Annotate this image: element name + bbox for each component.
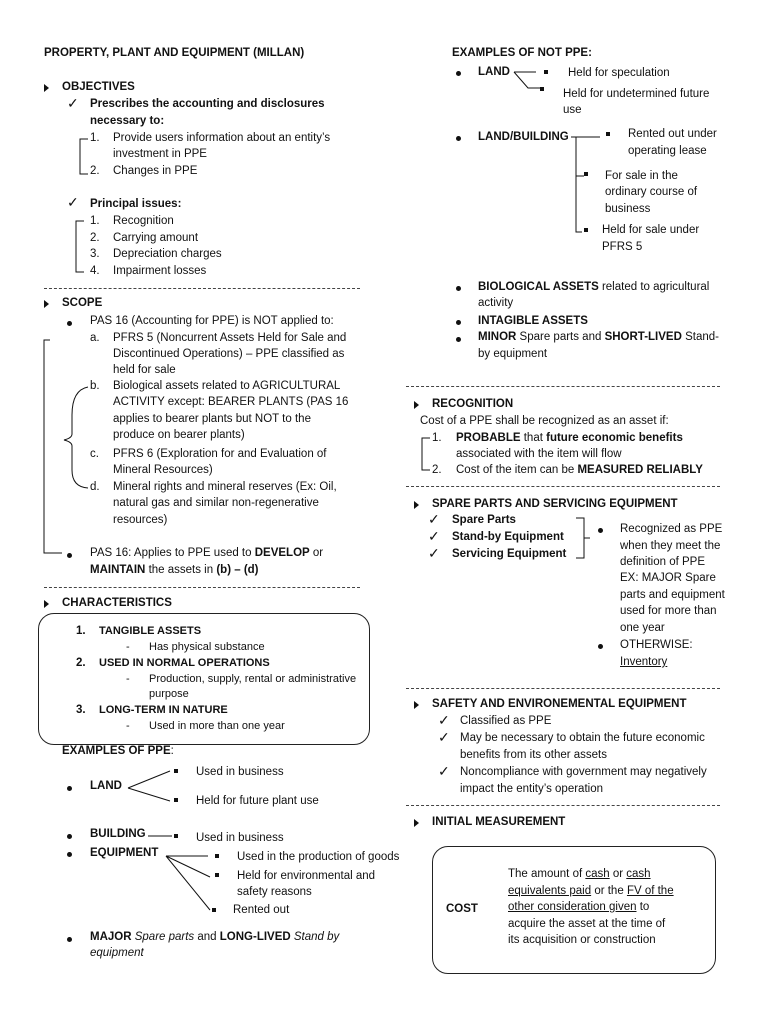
bullet-icon: [456, 71, 461, 76]
scope-bullet2-line2: MAINTAIN the assets in (b) – (d): [90, 564, 259, 576]
char-sub: purpose: [149, 688, 189, 700]
notppe-bio-line2: activity: [478, 297, 514, 309]
principal-item: Carrying amount: [113, 232, 199, 244]
scope-item-c-line: PFRS 6 (Exploration for and Evaluation of: [113, 448, 327, 460]
page-title: PROPERTY, PLANT AND EQUIPMENT (MILLAN): [44, 47, 305, 59]
dash-icon: -: [126, 673, 130, 685]
bullet-icon: [67, 937, 72, 942]
spare-desc: one year: [620, 622, 665, 634]
scope-item-num: b.: [90, 380, 100, 392]
char-sub: Has physical substance: [149, 641, 265, 653]
spare-check-item: Spare Parts: [452, 514, 516, 526]
dash-icon: -: [126, 720, 130, 732]
notppe-lb-item: Held for sale under: [602, 224, 700, 236]
square-bullet-icon: [544, 70, 548, 74]
divider: [406, 386, 720, 387]
safety-item: May be necessary to obtain the future economic: [460, 732, 705, 744]
notppe-minor-line2: by equipment: [478, 348, 548, 360]
section-arrow-icon: [44, 300, 49, 308]
spare-desc: when they meet the: [620, 540, 721, 552]
safety-item: Noncompliance with government may negatively: [460, 766, 707, 778]
square-bullet-icon: [215, 854, 219, 858]
principal-num: 3.: [90, 248, 100, 260]
examples-ppe-heading: EXAMPLES OF PPE:: [62, 745, 174, 757]
notppe-lb-item: PFRS 5: [602, 241, 643, 253]
square-bullet-icon: [174, 798, 178, 802]
objectives-check1-line2: necessary to:: [90, 115, 165, 127]
notppe-lb-item: operating lease: [628, 145, 707, 157]
principal-num: 1.: [90, 215, 100, 227]
notppe-land-connector: [514, 72, 540, 88]
scope-item-b-line: ACTIVITY except: BEARER PLANTS (PAS 16: [113, 396, 349, 408]
square-bullet-icon: [584, 172, 588, 176]
spare-brace: [576, 518, 590, 558]
square-bullet-icon: [212, 908, 216, 912]
notppe-lb-item: ordinary course of: [605, 186, 698, 198]
recognition-intro: Cost of a PPE shall be recognized as an asset if:: [420, 415, 669, 427]
notppe-land-item: use: [563, 104, 582, 116]
spare-inventory: Inventory: [620, 656, 668, 668]
spare-otherwise: OTHERWISE:: [620, 639, 693, 651]
equipment-connector: [166, 856, 210, 910]
cost-line4: acquire the asset at the time of: [508, 918, 666, 930]
check-icon: ✓: [67, 95, 79, 111]
ppe-building-label: BUILDING: [90, 828, 146, 840]
notppe-lb-item: For sale in the: [605, 170, 678, 182]
recognition-num: 2.: [432, 464, 442, 476]
objectives-item1-line2: investment in PPE: [113, 148, 207, 160]
check-icon: ✓: [428, 511, 440, 527]
check-icon: ✓: [438, 712, 450, 728]
scope-item-b-line: Biological assets related to AGRICULTURAL: [113, 380, 341, 392]
spare-desc: used for more than: [620, 605, 717, 617]
bracket-principal: [76, 221, 84, 272]
objectives-item2-line1: Changes in PPE: [113, 165, 198, 177]
principal-num: 4.: [90, 265, 100, 277]
ppe-equipment-item: Used in the production of goods: [237, 851, 400, 863]
check-icon: ✓: [428, 528, 440, 544]
divider: [406, 486, 720, 487]
scope-item-num: c.: [90, 448, 99, 460]
objectives-heading: OBJECTIVES: [62, 81, 135, 93]
bracket-objectives: [80, 139, 88, 174]
divider: [44, 288, 360, 289]
ppe-land-label: LAND: [90, 780, 122, 792]
spare-desc: parts and equipment: [620, 589, 725, 601]
cost-line2: equivalents paid or the FV of the: [508, 885, 674, 897]
ppe-major-line1: MAJOR Spare parts and LONG-LIVED Stand by: [90, 931, 340, 943]
scope-item-num: a.: [90, 332, 100, 344]
notppe-lb-item: business: [605, 203, 651, 215]
recognition-item1-line1: PROBABLE that future economic benefits: [456, 432, 683, 444]
notppe-land-item: Held for speculation: [568, 67, 670, 79]
recognition-num: 1.: [432, 432, 442, 444]
check-icon: ✓: [438, 729, 450, 745]
scope-item-d-line: natural gas and similar non-regenerative: [113, 497, 319, 509]
scope-item-b-line: applies to bearer plants but NOT to the: [113, 413, 311, 425]
principal-item: Depreciation charges: [113, 248, 222, 260]
principal-item: Impairment losses: [113, 265, 207, 277]
recognition-item2: Cost of the item can be MEASURED RELIABLY: [456, 464, 703, 476]
safety-item: benefits from its other assets: [460, 749, 608, 761]
spare-check-item: Stand-by Equipment: [452, 531, 564, 543]
check-icon: ✓: [428, 545, 440, 561]
scope-heading: SCOPE: [62, 297, 103, 309]
bullet-icon: [456, 286, 461, 291]
safety-heading: SAFETY AND ENVIRONEMENTAL EQUIPMENT: [432, 698, 687, 710]
char-sub: Used in more than one year: [149, 720, 285, 732]
spare-desc: definition of PPE: [620, 556, 706, 568]
check-icon: ✓: [67, 194, 79, 210]
characteristics-heading: CHARACTERISTICS: [62, 597, 172, 609]
recognition-heading: RECOGNITION: [432, 398, 514, 410]
principal-heading: Principal issues:: [90, 198, 182, 210]
char-title: USED IN NORMAL OPERATIONS: [99, 657, 270, 669]
bullet-icon: [67, 553, 72, 558]
recognition-bracket: [422, 438, 430, 470]
dash-icon: -: [126, 641, 130, 653]
notppe-land-label: LAND: [478, 66, 510, 78]
notppe-landbuilding-label: LAND/BUILDING: [478, 131, 569, 143]
ppe-equipment-item: Held for environmental and: [237, 870, 376, 882]
ppe-land-item: Used in business: [196, 766, 284, 778]
char-num: 3.: [76, 704, 86, 716]
spare-desc: Recognized as PPE: [620, 523, 723, 535]
spare-heading: SPARE PARTS AND SERVICING EQUIPMENT: [432, 498, 678, 510]
objectives-check1-line1: Prescribes the accounting and disclosures: [90, 98, 325, 110]
objectives-item1-num: 1.: [90, 132, 100, 144]
scope-bullet1: PAS 16 (Accounting for PPE) is NOT applied to:: [90, 315, 334, 327]
char-title: TANGIBLE ASSETS: [99, 625, 202, 637]
ppe-equipment-item: Rented out: [233, 904, 290, 916]
objectives-item2-num: 2.: [90, 165, 100, 177]
initial-heading: INITIAL MEASUREMENT: [432, 816, 566, 828]
landbuilding-bracket: [571, 137, 600, 232]
square-bullet-icon: [174, 769, 178, 773]
cost-line5: its acquisition or construction: [508, 934, 656, 946]
scope-bullet2-line1: PAS 16: Applies to PPE used to DEVELOP or: [90, 547, 324, 559]
notppe-minor-line1: MINOR Spare parts and SHORT-LIVED Stand-: [478, 331, 719, 343]
section-arrow-icon: [414, 701, 419, 709]
safety-item: impact the entity’s operation: [460, 783, 603, 795]
bracket-scope-long: [44, 340, 62, 553]
square-bullet-icon: [215, 873, 219, 877]
spare-desc: EX: MAJOR Spare: [620, 572, 716, 584]
scope-item-a-line: Discontinued Operations) – PPE classified as: [113, 348, 345, 360]
divider: [406, 688, 720, 689]
divider: [406, 805, 720, 806]
brace-scope: [64, 387, 88, 488]
recognition-item1-line2: associated with the item will flow: [456, 448, 622, 460]
notppe-intangible: INTAGIBLE ASSETS: [478, 315, 588, 327]
safety-item: Classified as PPE: [460, 715, 552, 727]
char-num: 1.: [76, 625, 86, 637]
section-arrow-icon: [414, 501, 419, 509]
land-connector: [128, 771, 170, 801]
bullet-icon: [598, 644, 603, 649]
divider: [44, 587, 360, 588]
cost-line3: other consideration given to: [508, 901, 650, 913]
notppe-land-item: Held for undetermined future: [563, 88, 710, 100]
section-arrow-icon: [414, 819, 419, 827]
ppe-building-item: Used in business: [196, 832, 284, 844]
ppe-major-line2: equipment: [90, 947, 144, 959]
scope-item-b-line: produce on bearer plants): [113, 429, 245, 441]
scope-item-num: d.: [90, 481, 100, 493]
bullet-icon: [456, 136, 461, 141]
bullet-icon: [598, 528, 603, 533]
square-bullet-icon: [606, 132, 610, 136]
notppe-bio-line1: BIOLOGICAL ASSETS related to agricultural: [478, 281, 710, 293]
square-bullet-icon: [584, 228, 588, 232]
not-ppe-heading: EXAMPLES OF NOT PPE:: [452, 47, 592, 59]
ppe-land-item: Held for future plant use: [196, 795, 319, 807]
principal-item: Recognition: [113, 215, 174, 227]
scope-item-c-line: Mineral Resources): [113, 464, 213, 476]
section-arrow-icon: [44, 84, 49, 92]
cost-line1: The amount of cash or cash: [508, 868, 651, 880]
cost-label: COST: [446, 903, 478, 915]
square-bullet-icon: [540, 87, 544, 91]
char-num: 2.: [76, 657, 86, 669]
bullet-icon: [67, 786, 72, 791]
scope-item-a-line: PFRS 5 (Noncurrent Assets Held for Sale and: [113, 332, 347, 344]
scope-item-d-line: Mineral rights and mineral reserves (Ex: Oil,: [113, 481, 337, 493]
scope-item-d-line: resources): [113, 514, 168, 526]
bullet-icon: [456, 337, 461, 342]
ppe-equipment-item: safety reasons: [237, 886, 312, 898]
ppe-equipment-label: EQUIPMENT: [90, 847, 159, 859]
scope-item-a-line: held for sale: [113, 364, 176, 376]
principal-num: 2.: [90, 232, 100, 244]
square-bullet-icon: [174, 834, 178, 838]
spare-check-item: Servicing Equipment: [452, 548, 567, 560]
bullet-icon: [67, 852, 72, 857]
bullet-icon: [67, 321, 72, 326]
notppe-lb-item: Rented out under: [628, 128, 717, 140]
char-title: LONG-TERM IN NATURE: [99, 704, 228, 716]
bullet-icon: [67, 834, 72, 839]
section-arrow-icon: [414, 401, 419, 409]
section-arrow-icon: [44, 600, 49, 608]
bullet-icon: [456, 320, 461, 325]
char-sub: Production, supply, rental or administrative: [149, 673, 357, 685]
check-icon: ✓: [438, 763, 450, 779]
objectives-item1-line1: Provide users information about an entity’s: [113, 132, 331, 144]
